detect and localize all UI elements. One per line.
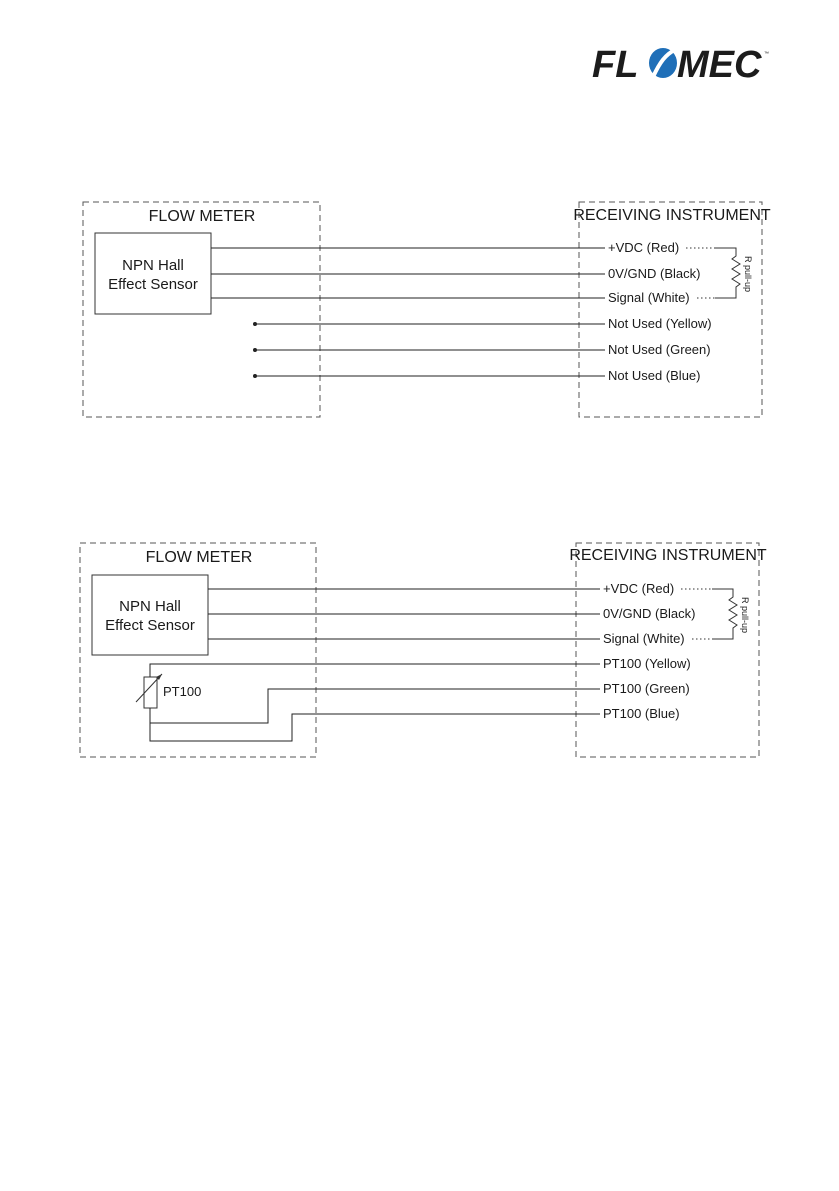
receiving-instrument-title: RECEIVING INSTRUMENT bbox=[573, 207, 771, 224]
resistor-label: R pull-up bbox=[740, 597, 750, 634]
wire-green bbox=[150, 689, 600, 723]
wire-blue bbox=[150, 714, 600, 741]
wire-label-blue: PT100 (Blue) bbox=[603, 706, 680, 721]
wire-label-black: 0V/GND (Black) bbox=[603, 606, 696, 621]
pt100-label: PT100 bbox=[163, 684, 202, 699]
wire-label-black: 0V/GND (Black) bbox=[608, 266, 701, 281]
wire-label-green: PT100 (Green) bbox=[603, 681, 690, 696]
wire-label-red: +VDC (Red) bbox=[608, 240, 680, 255]
sensor-label-line2: Effect Sensor bbox=[108, 276, 198, 293]
wire-label-blue: Not Used (Blue) bbox=[608, 368, 701, 383]
npn-hall-sensor-box bbox=[92, 575, 208, 655]
pt100-sensor-icon bbox=[136, 674, 162, 708]
flomec-logo bbox=[592, 44, 769, 86]
wiring-diagram-pt100 bbox=[80, 543, 767, 757]
logo-text-left: FL bbox=[592, 44, 639, 86]
wire-label-white: Signal (White) bbox=[608, 290, 690, 305]
logo-text-right: MEC bbox=[677, 44, 762, 86]
wire-label-yellow: PT100 (Yellow) bbox=[603, 656, 691, 671]
wiring-diagram-standard bbox=[83, 202, 771, 417]
logo-swoosh-icon bbox=[649, 48, 677, 78]
logo-trademark: ™ bbox=[764, 51, 769, 57]
receiving-instrument-box bbox=[576, 543, 759, 757]
wire-label-white: Signal (White) bbox=[603, 631, 685, 646]
wire-label-yellow: Not Used (Yellow) bbox=[608, 316, 712, 331]
receiving-instrument-box bbox=[579, 202, 762, 417]
flow-meter-title: FLOW METER bbox=[148, 208, 256, 225]
sensor-label-line2: Effect Sensor bbox=[105, 617, 195, 634]
resistor-label: R pull-up bbox=[743, 256, 753, 293]
sensor-label-line1: NPN Hall bbox=[119, 598, 181, 615]
wire-label-red: +VDC (Red) bbox=[603, 581, 675, 596]
receiving-instrument-title: RECEIVING INSTRUMENT bbox=[569, 547, 767, 564]
flow-meter-title: FLOW METER bbox=[145, 549, 253, 566]
wire-yellow bbox=[150, 664, 600, 677]
wire-label-green: Not Used (Green) bbox=[608, 342, 711, 357]
sensor-label-line1: NPN Hall bbox=[122, 257, 184, 274]
